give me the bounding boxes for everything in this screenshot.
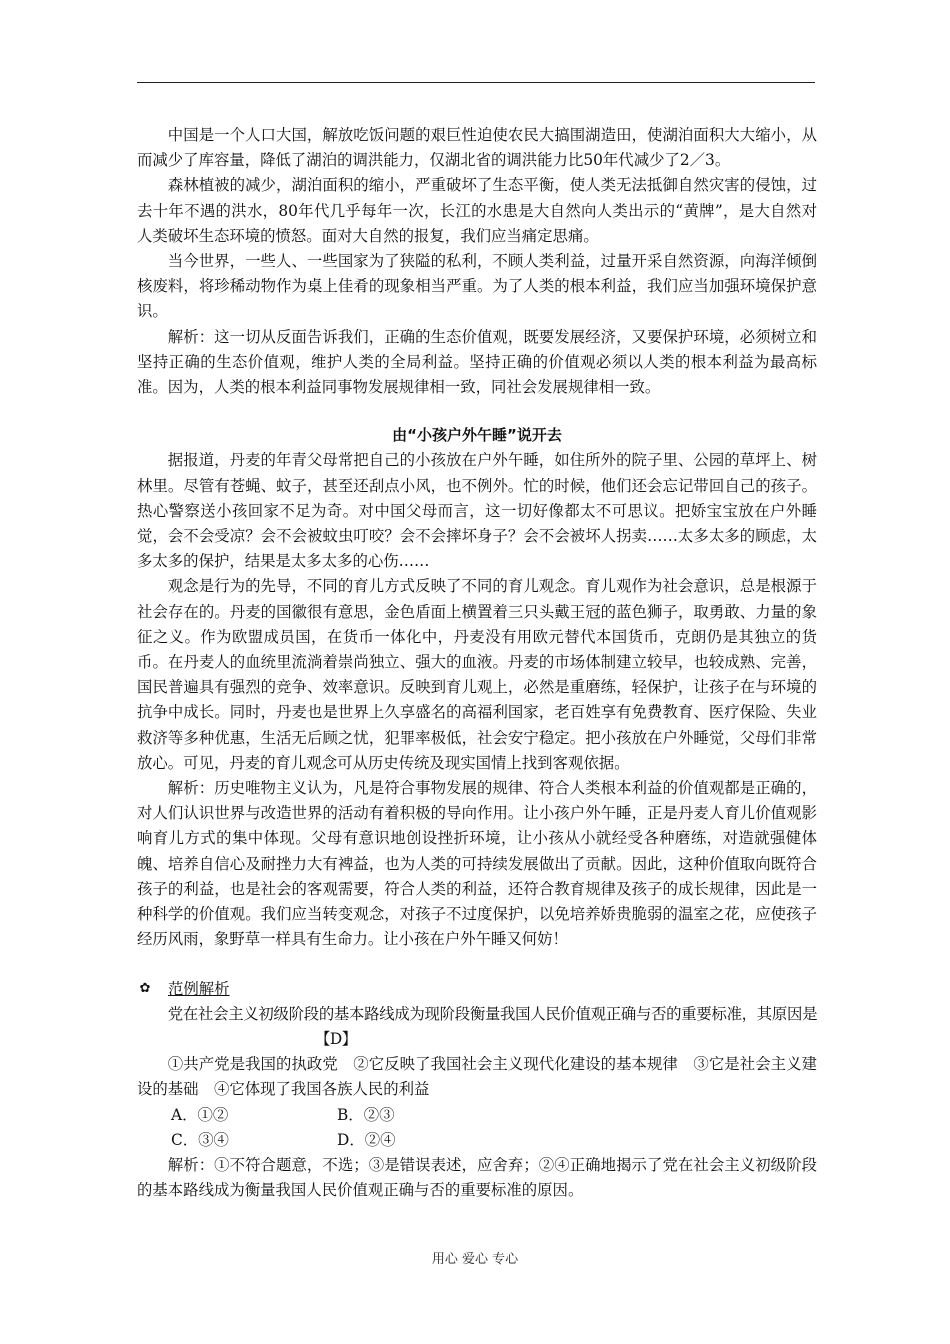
paragraph: 解析：这一切从反面告诉我们，正确的生态价值观，既要发展经济，又要保护环境，必须树立和坚持正确的生态价值观，维护人类的全局利益。坚持正确的价值观必须以人类的根本利益为最高标准。因为，人类的根本利益同事物发展规律相一致，同社会发展规律相一致。	[137, 327, 817, 397]
answer-mark: 【D】	[315, 1029, 357, 1048]
statements: ①共产党是我国的执政党 ②它反映了我国社会主义现代化建设的基本规律 ③它是社会主义建设的基础 ④它体现了我国各族人民的利益	[137, 1055, 817, 1099]
paragraph: 据报道，丹麦的年青父母常把自己的小孩放在户外午睡，如住所外的院子里、公园的草坪上、树林里。尽管有苍蝇、蚊子，甚至还刮点小风，也不例外。忙的时候，他们还会忘记带回自己的孩子。热心警察送小孩回家不足为奇。对中国父母而言，这一切好像都太不可思议。把娇宝宝放在户外睡觉，会不会受凉？会不会被蚊虫叮咬？会不会摔坏身子？会不会被坏人拐卖……太多太多的顾虑，太多太多的保护，结果是太多太多的心伤……	[137, 451, 817, 571]
paragraph: 中国是一个人口大国，解放吃饭问题的艰巨性迫使农民大搞围湖造田，使湖泊面积大大缩小，从而减少了库容量，降低了湖泊的调洪能力，仅湖北省的调洪能力比50年代减少了2／3。	[137, 126, 817, 170]
example-heading-label: 范例解析	[168, 979, 230, 998]
option-d: D．②④	[337, 1130, 396, 1149]
paragraph: 森林植被的减少，湖泊面积的缩小，严重破坏了生态平衡，使人类无法抵御自然灾害的侵蚀，过去十年不遇的洪水，80年代几乎每年一次，长江的水患是大自然向人类出示的“黄牌”，是大自然对人类破坏生态环境的愤怒。面对大自然的报复，我们应当痛定思痛。	[137, 176, 817, 245]
document-body	[137, 123, 817, 1203]
options-row	[137, 1103, 817, 1128]
header-rule	[137, 82, 815, 83]
analysis-text: 解析：①不符合题意，不选；③是错误表述，应舍弃；②④正确地揭示了党在社会主义初级阶段的基本路线成为衡量我国人民价值观正确与否的重要标准的原因。	[137, 1155, 817, 1200]
paragraph: 当今世界，一些人、一些国家为了狭隘的私利，不顾人类利益，过量开采自然资源，向海洋倾倒核废料，将珍稀动物作为桌上佳肴的现象相当严重。为了人类的根本利益，我们应当加强环境保护意识。	[137, 252, 817, 321]
paragraph: 解析：历史唯物主义认为，凡是符合事物发展的规律、符合人类根本利益的价值观都是正确的，对人们认识世界与改造世界的活动有着积极的导向作用。让小孩户外午睡，正是丹麦人育儿价值观影响育儿方式的集中体现。父母有意识地创设挫折环境，让小孩从小就经受各种磨练，对造就强健体魄、培养自信心及耐挫力大有裨益，也为人类的可持续发展做出了贡献。因此，这种价值取向既符合孩子的利益，也是社会的客观需要，符合人类的利益，还符合教育规律及孩子的成长规律，因此是一种科学的价值观。我们应当转变观念，对孩子不过度保护，以免培养娇贵脆弱的温室之花，应使孩子经历风雨，象野草一样具有生命力。让小孩在户外午睡又何妨！	[137, 779, 817, 949]
option-a: A．①②	[171, 1105, 229, 1124]
paragraph: 观念是行为的先导，不同的育儿方式反映了不同的育儿观念。育儿观作为社会意识，总是根源于社会存在的。丹麦的国徽很有意思，金色盾面上横置着三只头戴王冠的蓝色狮子，取勇敢、力量的象征之义。作为欧盟成员国，在货币一体化中，丹麦没有用欧元替代本国货币，克朗仍是其独立的货币。在丹麦人的血统里流淌着崇尚独立、强大的血液。丹麦的市场体制建立较早，也较成熟、完善，国民普遍具有强烈的竞争、效率意识。反映到育儿观上，必然是重磨练，轻保护，让孩子在与环境的抗争中成长。同时，丹麦也是世界上久享盛名的高福利国家，老百姓享有免费教育、医疗保险、失业救济等多种优惠，生活无后顾之忧，犯罪率极低，社会安宁稳定。把小孩放在户外睡觉，父母们非常放心。可见，丹麦的育儿观念可从历史传统及现实国情上找到客观依据。	[137, 577, 817, 772]
option-b: B．②③	[337, 1105, 395, 1124]
option-c: C．③④	[171, 1130, 229, 1149]
flower-bullet-icon: ✿	[139, 981, 151, 997]
example-heading	[137, 977, 817, 1002]
page-footer: 用心 爱心 专心	[431, 1252, 519, 1267]
question-stem: 党在社会主义初级阶段的基本路线成为现阶段衡量我国人民价值观正确与否的重要标准，其原因是	[167, 1004, 817, 1023]
options-row	[137, 1128, 817, 1153]
spacer	[137, 400, 817, 423]
question-text	[137, 1002, 817, 1052]
spacer	[137, 953, 817, 977]
section-title: 由“小孩户外午睡”说开去	[392, 426, 562, 445]
